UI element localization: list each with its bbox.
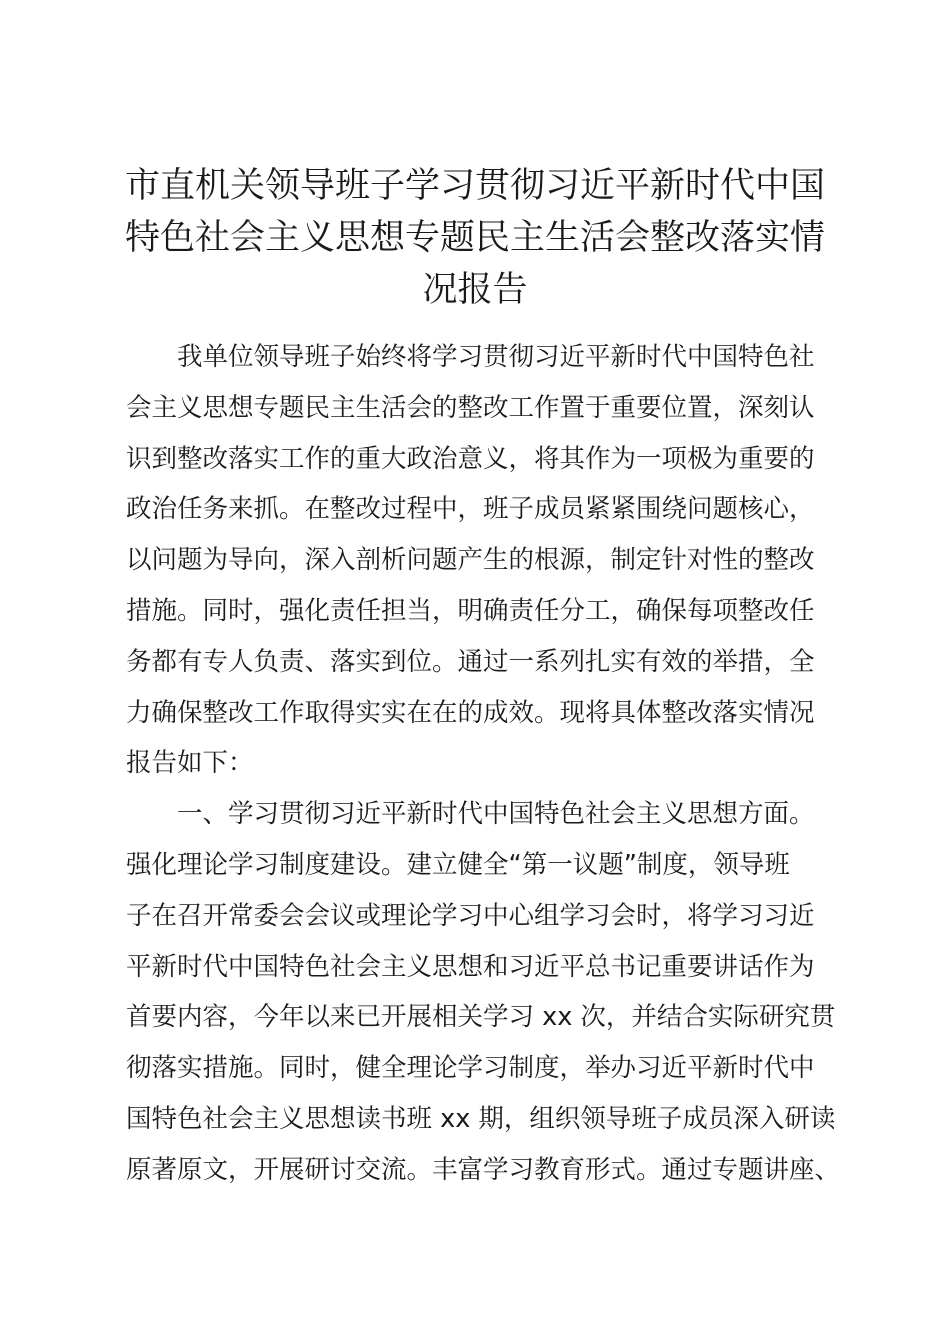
paragraph-line: 强化理论学习制度建设。建立健全“第一议题”制度，领导班 — [126, 849, 790, 880]
paragraph-intro — [126, 332, 832, 789]
paragraph-line: 措施。同时，强化责任担当，明确责任分工，确保每项整改任 — [126, 595, 815, 626]
title-line: 市直机关领导班子学习贯彻习近平新时代中国 — [124, 166, 825, 206]
title-line: 特色社会主义思想专题民主生活会整改落实情 — [124, 218, 825, 258]
paragraph-line: 子在召开常委会会议或理论学习中心组学习会时，将学习习近 — [126, 900, 815, 931]
paragraph-line: 以问题为导向，深入剖析问题产生的根源，制定针对性的整改 — [126, 545, 815, 576]
paragraph-line: 我单位领导班子始终将学习贯彻习近平新时代中国特色社 — [177, 342, 815, 372]
paragraph-line: 原著原文，开展研讨交流。丰富学习教育形式。通过专题讲座、 — [126, 1154, 841, 1185]
document-title — [120, 160, 830, 316]
title-line: 况报告 — [422, 270, 528, 310]
paragraph-line: 首要内容，今年以来已开展相关学习 xx 次，并结合实际研究贯 — [126, 1002, 836, 1033]
paragraph-line: 力确保整改工作取得实实在在的成效。现将具体整改落实情况 — [126, 697, 815, 728]
paragraph-line: 会主义思想专题民主生活会的整改工作置于重要位置，深刻认 — [126, 392, 815, 423]
paragraph-line: 国特色社会主义思想读书班 xx 期，组织领导班子成员深入研读 — [126, 1103, 836, 1134]
paragraph-line: 彻落实措施。同时，健全理论学习制度，举办习近平新时代中 — [126, 1053, 815, 1084]
paragraph-section-one — [126, 789, 841, 1195]
paragraph-line: 政治任务来抓。在整改过程中，班子成员紧紧围绕问题核心， — [126, 494, 815, 525]
paragraph-line: 报告如下： — [126, 748, 254, 779]
section-heading-line: 一、学习贯彻习近平新时代中国特色社会主义思想方面。 — [177, 799, 815, 830]
paragraph-line: 务都有专人负责、落实到位。通过一系列扎实有效的举措，全 — [126, 646, 815, 677]
paragraph-line: 平新时代中国特色社会主义思想和习近平总书记重要讲话作为 — [126, 951, 815, 982]
document-body — [126, 332, 841, 1196]
paragraph-line: 识到整改落实工作的重大政治意义，将其作为一项极为重要的 — [126, 443, 815, 474]
